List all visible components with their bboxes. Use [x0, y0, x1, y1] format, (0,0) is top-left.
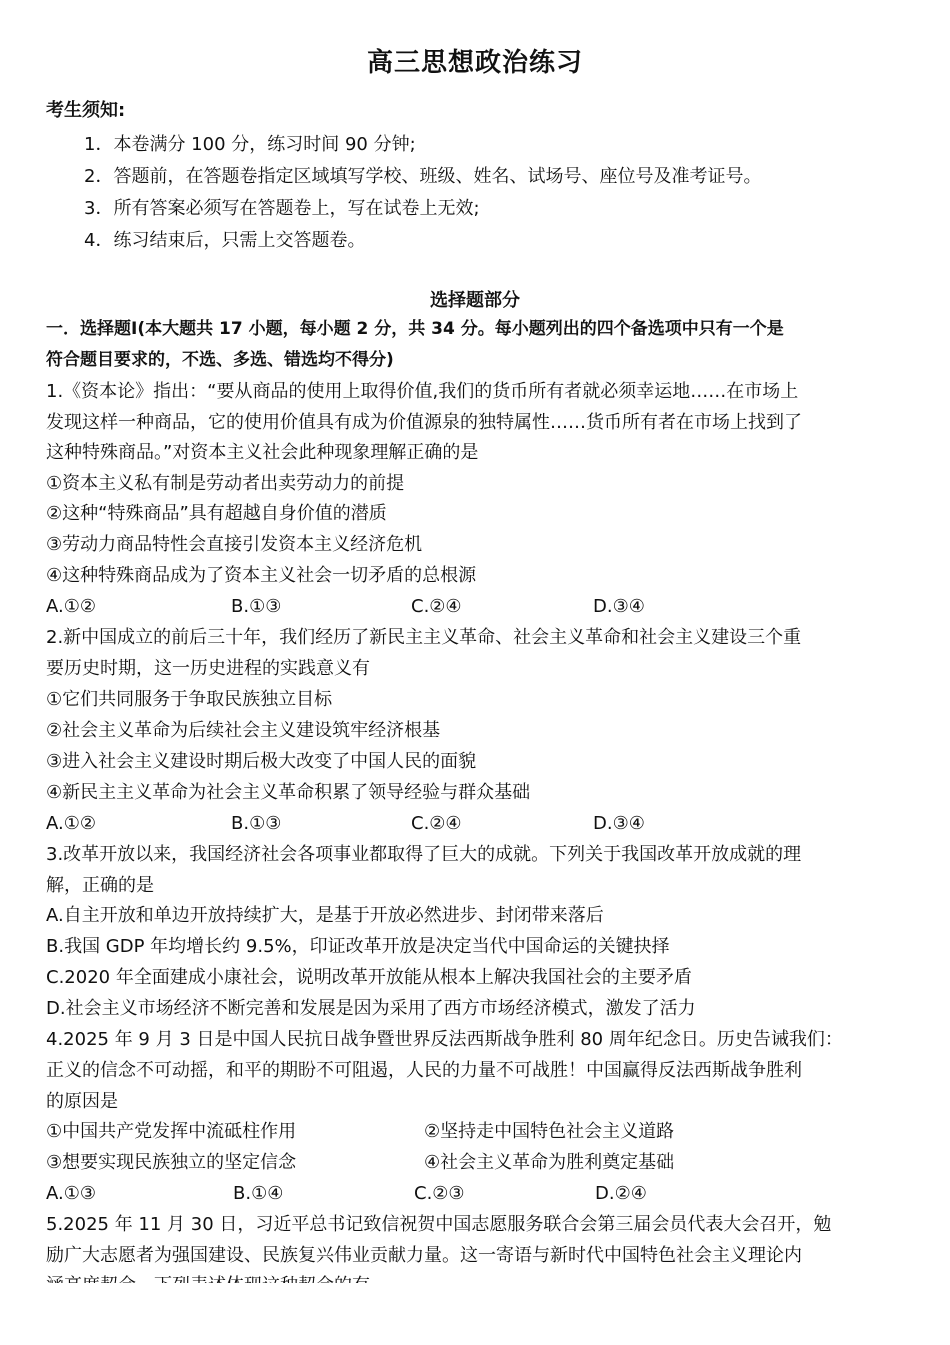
question-4-item: ①中国共产党发挥中流砥柱作用	[46, 1121, 297, 1142]
question-5-stem: 5.2025 年 11 月 30 日，习近平总书记致信祝贺中国志愿服务联合会第三届会员代表大会召开，勉	[46, 1214, 832, 1235]
question-3-option: D.社会主义市场经济不断完善和发展是因为采用了西方市场经济模式，激发了活力	[46, 998, 696, 1019]
page-title: 高三思想政治练习	[366, 48, 583, 78]
notice-item: 4．练习结束后，只需上交答题卷。	[84, 230, 366, 251]
option-d: D.③④	[593, 813, 645, 834]
question-2-stem: 要历史时期，这一历史进程的实践意义有	[46, 658, 370, 679]
question-4-stem: 正义的信念不可动摇，和平的期盼不可阻遏，人民的力量不可战胜！中国赢得反法西斯战争胜利	[46, 1060, 802, 1081]
question-3-option: C.2020 年全面建成小康社会，说明改革开放能从根本上解决我国社会的主要矛盾	[46, 967, 692, 988]
question-1-item: ②这种“特殊商品”具有超越自身价值的潜质	[46, 503, 387, 524]
question-3-stem: 3.改革开放以来，我国经济社会各项事业都取得了巨大的成就。下列关于我国改革开放成就的理	[46, 844, 802, 865]
question-2-item: ①它们共同服务于争取民族独立目标	[46, 689, 333, 710]
question-4-stem: 4.2025 年 9 月 3 日是中国人民抗日战争暨世界反法西斯战争胜利 80 周年纪念日。历史告诫我们：	[46, 1029, 843, 1050]
question-1-stem: 这种特殊商品。”对资本主义社会此种现象理解正确的是	[46, 442, 479, 463]
question-4-item: ②坚持走中国特色社会主义道路	[424, 1121, 675, 1142]
question-1-item: ③劳动力商品特性会直接引发资本主义经济危机	[46, 534, 423, 555]
option-a: A.①②	[46, 813, 96, 834]
question-4-item: ④社会主义革命为胜利奠定基础	[424, 1152, 675, 1173]
question-2-item: ②社会主义革命为后续社会主义建设筑牢经济根基	[46, 720, 441, 741]
question-2-stem: 2.新中国成立的前后三十年，我们经历了新民主主义革命、社会主义革命和社会主义建设三个重	[46, 627, 802, 648]
section-title: 选择题部分	[430, 290, 520, 311]
option-b: B.①③	[231, 813, 282, 834]
question-2-item: ③进入社会主义建设时期后极大改变了中国人民的面貌	[46, 751, 477, 772]
notice-item: 1．本卷满分 100 分，练习时间 90 分钟;	[84, 134, 416, 155]
option-c: C.②③	[414, 1183, 465, 1204]
option-b: B.①③	[231, 596, 282, 617]
question-3-stem: 解，正确的是	[46, 875, 154, 896]
question-3-option: A.自主开放和单边开放持续扩大，是基于开放必然进步、封闭带来落后	[46, 905, 604, 926]
question-2-item: ④新民主主义革命为社会主义革命积累了领导经验与群众基础	[46, 782, 531, 803]
option-d: D.②④	[595, 1183, 647, 1204]
question-1-stem: 发现这样一种商品，它的使用价值具有成为价值源泉的独特属性……货币所有者在市场上找到了	[46, 412, 802, 433]
option-c: C.②④	[411, 596, 462, 617]
option-a: A.①②	[46, 596, 96, 617]
question-3-option: B.我国 GDP 年均增长约 9.5%，印证改革开放是决定当代中国命运的关键抉择	[46, 936, 670, 957]
question-4-item: ③想要实现民族独立的坚定信念	[46, 1152, 297, 1173]
question-5-stem: 励广大志愿者为强国建设、民族复兴伟业贡献力量。这一寄语与新时代中国特色社会主义理论内	[46, 1245, 802, 1266]
notice-heading: 考生须知:	[46, 100, 126, 121]
option-a: A.①③	[46, 1183, 96, 1204]
part-heading: 符合题目要求的，不选、多选、错选均不得分)	[46, 350, 394, 370]
question-1-item: ①资本主义私有制是劳动者出卖劳动力的前提	[46, 473, 405, 494]
page-bottom-crop	[0, 1283, 950, 1345]
question-1-stem: 1.《资本论》指出：“要从商品的使用上取得价值,我们的货币所有者就必须幸运地……在市场上	[46, 381, 799, 402]
option-b: B.①④	[233, 1183, 284, 1204]
notice-item: 2．答题前，在答题卷指定区域填写学校、班级、姓名、试场号、座位号及准考证号。	[84, 166, 762, 187]
notice-item: 3．所有答案必须写在答题卷上，写在试卷上无效;	[84, 198, 480, 219]
option-c: C.②④	[411, 813, 462, 834]
part-heading: 一．选择题Ⅰ(本大题共 17 小题，每小题 2 分，共 34 分。每小题列出的四个备选项中只有一个是	[46, 319, 784, 339]
option-d: D.③④	[593, 596, 645, 617]
question-1-item: ④这种特殊商品成为了资本主义社会一切矛盾的总根源	[46, 565, 477, 586]
question-4-stem: 的原因是	[46, 1091, 118, 1112]
